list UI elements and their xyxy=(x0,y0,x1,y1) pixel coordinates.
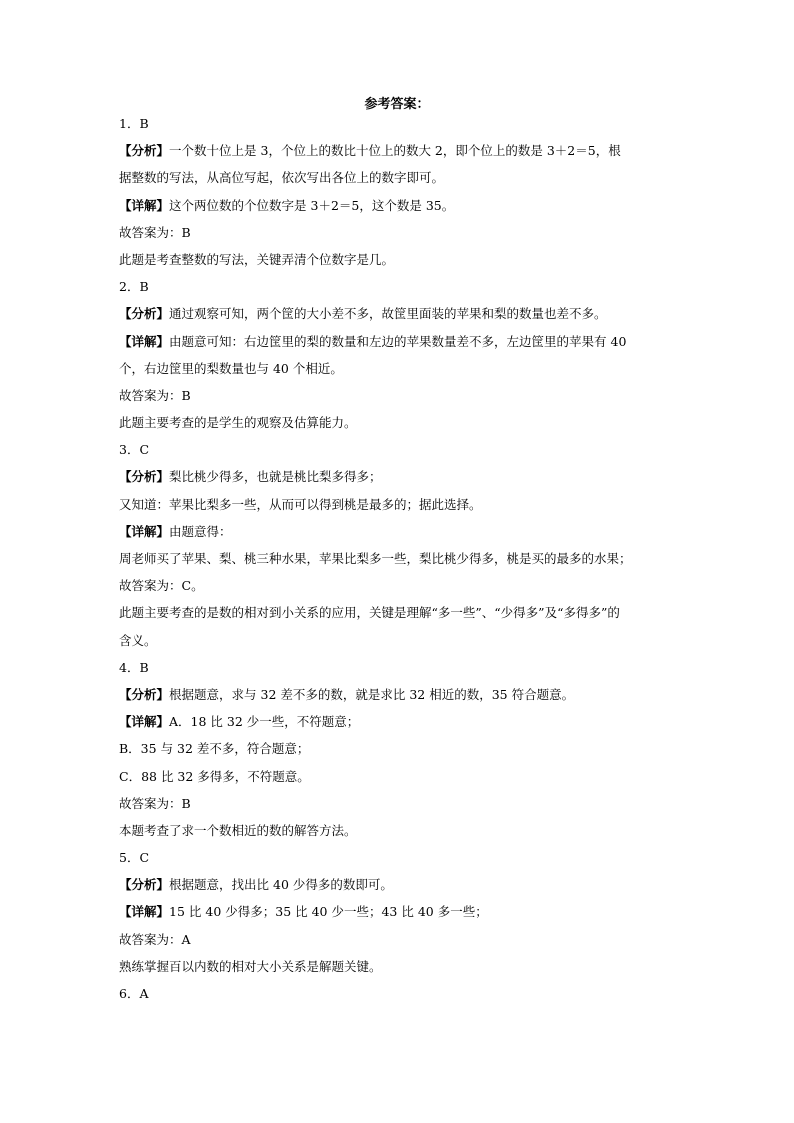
section-label: 【详解】 xyxy=(119,714,170,730)
section-label: 【详解】 xyxy=(119,197,170,213)
text-line xyxy=(119,871,684,898)
text-line xyxy=(119,463,684,490)
text-line xyxy=(119,355,684,382)
section-label: 【分析】 xyxy=(119,143,170,159)
line-text: 5．C xyxy=(119,850,150,866)
line-text: 故答案为：B xyxy=(119,224,191,240)
line-text: 梨比桃少得多，也就是桃比梨多得多； xyxy=(169,469,382,485)
line-text: 又知道：苹果比梨多一些，从而可以得到桃是最多的；据此选择。 xyxy=(119,496,482,512)
line-text: 此题主要考查的是数的相对到小关系的应用，关键是理解“多一些”、“少得多”及“多得多”的 xyxy=(119,605,620,621)
line-text: 周老师买了苹果、梨、桃三种水果，苹果比梨多一些，梨比桃少得多，桃是买的最多的水果； xyxy=(119,551,632,566)
text-line xyxy=(119,599,684,626)
text-line xyxy=(119,898,684,925)
line-text: 据整数的写法，从高位写起，依次写出各位上的数字即可。 xyxy=(119,170,445,186)
text-line xyxy=(119,273,684,300)
text-line xyxy=(119,627,684,654)
line-text: 此题主要考查的是学生的观察及估算能力。 xyxy=(119,415,357,431)
line-text: C．88 比 32 多得多，不符题意。 xyxy=(119,768,310,784)
line-text: 由题意可知：右边筐里的梨的数量和左边的苹果数量差不多，左边筐里的苹果有 40 xyxy=(169,333,627,349)
line-text: 故答案为：C。 xyxy=(119,578,204,594)
line-text: 本题考查了求一个数相近的数的解答方法。 xyxy=(119,822,357,838)
line-text: 熟练掌握百以内数的相对大小关系是解题关键。 xyxy=(119,958,382,974)
section-label: 【详解】 xyxy=(119,904,170,920)
text-line xyxy=(119,300,684,327)
text-line xyxy=(119,219,684,246)
line-text: 故答案为：B xyxy=(119,387,191,403)
line-text: 由题意得： xyxy=(169,523,232,539)
line-text: 个，右边筐里的梨数量也与 40 个相近。 xyxy=(119,360,343,376)
text-line xyxy=(119,790,684,817)
page-title: 参考答案： xyxy=(364,97,430,112)
text-line xyxy=(119,681,684,708)
text-line xyxy=(119,763,684,790)
text-line xyxy=(119,572,684,599)
line-text: B．35 与 32 差不多，符合题意； xyxy=(119,741,310,757)
text-line xyxy=(119,654,684,681)
line-text: 15 比 40 少得多；35 比 40 少一些；43 比 40 多一些； xyxy=(169,904,488,920)
section-label: 【详解】 xyxy=(119,333,170,349)
line-text: 通过观察可知，两个筐的大小差不多，故筐里面装的苹果和梨的数量也差不多。 xyxy=(169,306,607,322)
section-label: 【分析】 xyxy=(119,469,170,485)
text-line xyxy=(119,518,684,545)
text-line xyxy=(119,926,684,953)
text-line xyxy=(119,436,684,463)
text-line xyxy=(119,708,684,735)
text-line xyxy=(119,491,684,518)
line-text: 根据题意，找出比 40 少得多的数即可。 xyxy=(169,877,393,893)
line-text: 根据题意，求与 32 差不多的数，就是求比 32 相近的数，35 符合题意。 xyxy=(169,686,575,702)
section-label: 【分析】 xyxy=(119,877,170,893)
line-text: 此题是考查整数的写法，关键弄清个位数字是几。 xyxy=(119,251,395,267)
line-text: 一个数十位上是 3，个位上的数比十位上的数大 2，即个位上的数是 3＋2＝5，根 xyxy=(169,143,621,159)
line-text: 3．C xyxy=(119,442,150,458)
line-text: 4．B xyxy=(119,659,149,675)
text-line xyxy=(119,545,684,572)
text-line xyxy=(119,735,684,762)
text-line xyxy=(119,192,684,219)
section-label: 【分析】 xyxy=(119,306,170,322)
line-text: 6．A xyxy=(119,986,149,1001)
line-text: A．18 比 32 少一些，不符题意； xyxy=(169,714,360,730)
text-line xyxy=(119,164,684,191)
text-line xyxy=(119,980,684,1007)
line-text: 1．B xyxy=(119,116,149,131)
text-line xyxy=(119,844,684,871)
text-line xyxy=(119,110,684,137)
section-label: 【详解】 xyxy=(119,523,170,539)
text-line xyxy=(119,137,684,164)
text-line xyxy=(119,246,684,273)
line-text: 故答案为：B xyxy=(119,795,191,811)
text-line xyxy=(119,953,684,980)
text-line xyxy=(119,817,684,844)
line-text: 这个两位数的个位数字是 3＋2＝5，这个数是 35。 xyxy=(169,197,455,213)
line-text: 故答案为：A xyxy=(119,931,191,947)
answer-content xyxy=(119,110,684,1007)
text-line xyxy=(119,328,684,355)
text-line xyxy=(119,409,684,436)
section-label: 【分析】 xyxy=(119,686,170,702)
text-line xyxy=(119,382,684,409)
line-text: 含义。 xyxy=(119,632,157,648)
line-text: 2．B xyxy=(119,279,149,295)
